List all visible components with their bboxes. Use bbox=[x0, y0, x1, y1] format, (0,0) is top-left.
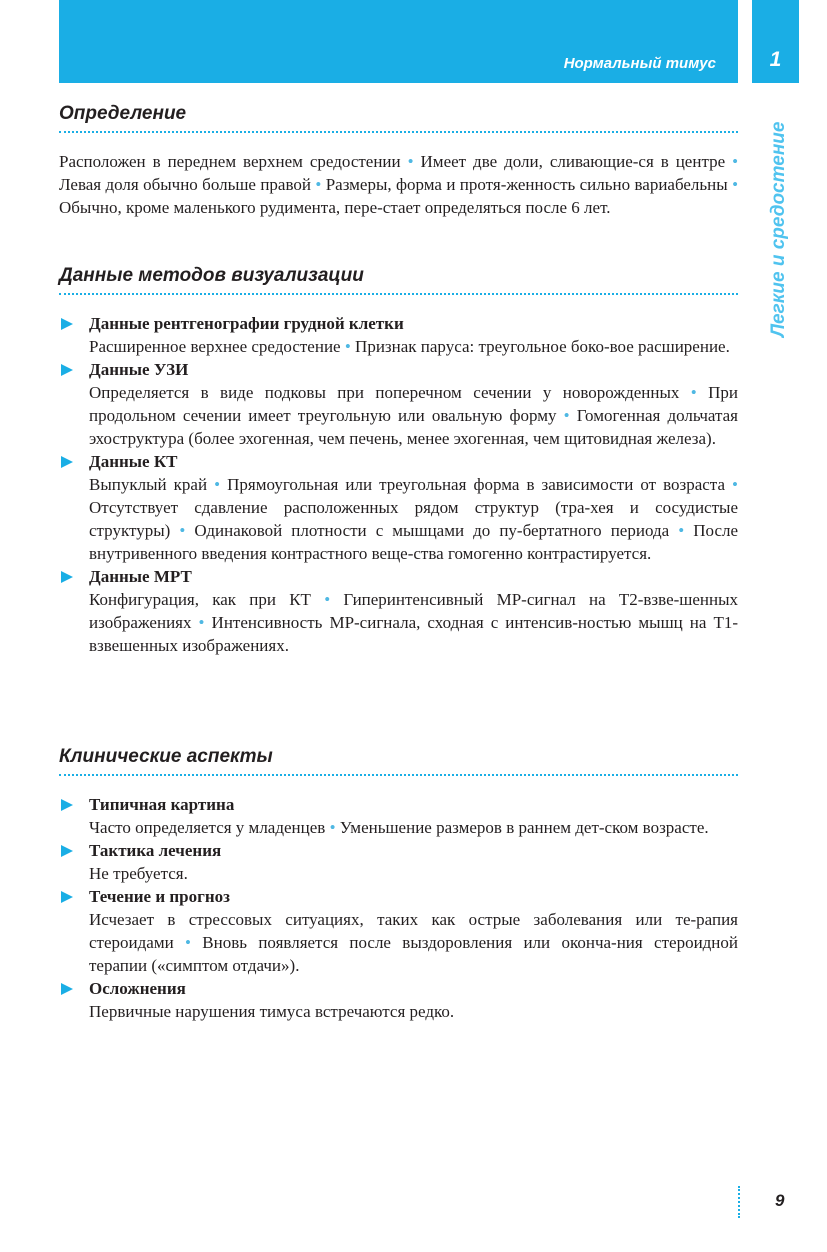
list-item-title: Типичная картина bbox=[89, 795, 235, 814]
running-title: Нормальный тимус bbox=[563, 55, 716, 72]
list-item-text bbox=[89, 862, 738, 885]
triangle-bullet-icon bbox=[61, 456, 73, 468]
chapter-tab bbox=[752, 0, 799, 83]
header-band bbox=[59, 0, 738, 83]
text-fragment: Обычно, кроме маленького рудимента, пере-стает определяться после 6 лет. bbox=[59, 198, 611, 217]
list-item bbox=[59, 793, 738, 839]
bullet-separator: • bbox=[329, 818, 336, 837]
list-item-title: Данные МРТ bbox=[89, 567, 192, 586]
triangle-bullet-icon bbox=[61, 845, 73, 857]
list-item-text bbox=[89, 908, 738, 977]
bullet-separator: • bbox=[344, 337, 351, 356]
text-fragment: Часто определяется у младенцев bbox=[89, 818, 326, 837]
text-fragment: Признак паруса: треугольное боко-вое расширение. bbox=[355, 337, 730, 356]
list-item-text bbox=[89, 816, 738, 839]
bullet-separator: • bbox=[324, 590, 331, 609]
text-fragment: Расположен в переднем верхнем средостении bbox=[59, 152, 401, 171]
imaging-list bbox=[59, 312, 738, 657]
bullet-separator: • bbox=[214, 475, 221, 494]
text-fragment: Выпуклый край bbox=[89, 475, 208, 494]
chapter-number: 1 bbox=[769, 48, 782, 71]
list-item-title: Течение и прогноз bbox=[89, 887, 230, 906]
list-item bbox=[59, 358, 738, 450]
section-heading-imaging: Данные методов визуализации bbox=[59, 265, 738, 295]
list-item bbox=[59, 977, 738, 1023]
text-fragment: Левая доля обычно больше правой bbox=[59, 175, 311, 194]
text-fragment: Размеры, форма и протя-женность сильно вариабельны bbox=[325, 175, 728, 194]
bullet-separator: • bbox=[198, 613, 205, 632]
bullet-separator: • bbox=[179, 521, 186, 540]
triangle-bullet-icon bbox=[61, 364, 73, 376]
triangle-bullet-icon bbox=[61, 571, 73, 583]
list-item-text bbox=[89, 473, 738, 565]
list-item-text bbox=[89, 1000, 738, 1023]
list-item bbox=[59, 839, 738, 885]
list-item-title: Тактика лечения bbox=[89, 841, 222, 860]
triangle-bullet-icon bbox=[61, 891, 73, 903]
footer-divider bbox=[738, 1186, 740, 1218]
list-item-text bbox=[89, 588, 738, 657]
bullet-separator: • bbox=[690, 383, 697, 402]
text-fragment: Расширенное верхнее средостение bbox=[89, 337, 341, 356]
text-fragment: Исчезает в стрессовых ситуациях, таких как острые заболевания или те-рапия стероидами bbox=[89, 910, 738, 952]
list-item bbox=[59, 450, 738, 565]
list-item bbox=[59, 312, 738, 358]
text-fragment: Гиперинтенсивный МР-сигнал на Т2-взве-шенных изображениях bbox=[89, 590, 739, 632]
side-section-label: Легкие и средостение bbox=[768, 121, 789, 337]
list-item-text bbox=[89, 335, 738, 358]
text-fragment: Гомогенная дольчатая эхоструктура (более эхогенная, чем печень, менее эхогенная, чем щитовидная железа). bbox=[89, 406, 738, 448]
text-fragment: После внутривенного введения контрастного веще-ства гомогенно контрастируется. bbox=[89, 521, 739, 563]
list-item bbox=[59, 885, 738, 977]
list-item bbox=[59, 565, 738, 657]
text-fragment: Вновь появляется после выздоровления или оконча-ния стероидной терапии («симптом отдачи»). bbox=[89, 933, 739, 975]
bullet-separator: • bbox=[315, 175, 322, 194]
triangle-bullet-icon bbox=[61, 799, 73, 811]
bullet-separator: • bbox=[678, 521, 685, 540]
text-fragment: Одинаковой плотности с мышцами до пу-бертатного периода bbox=[194, 521, 670, 540]
clinical-list bbox=[59, 793, 738, 1023]
triangle-bullet-icon bbox=[61, 983, 73, 995]
text-fragment: Имеет две доли, сливающие-ся в центре bbox=[420, 152, 726, 171]
section-heading-definition: Определение bbox=[59, 103, 738, 133]
triangle-bullet-icon bbox=[61, 318, 73, 330]
bullet-separator: • bbox=[732, 175, 739, 194]
text-fragment: Не требуется. bbox=[89, 864, 188, 883]
definition-paragraph bbox=[59, 150, 738, 219]
bullet-separator: • bbox=[407, 152, 414, 171]
bullet-separator: • bbox=[185, 933, 191, 952]
list-item-title: Данные КТ bbox=[89, 452, 178, 471]
section-heading-clinical: Клинические аспекты bbox=[59, 746, 738, 776]
bullet-separator: • bbox=[732, 475, 738, 494]
list-item-title: Данные рентгенографии грудной клетки bbox=[89, 314, 404, 333]
text-fragment: При продольном сечении имеет треугольную или овальную форму bbox=[89, 383, 739, 425]
text-fragment: Конфигурация, как при КТ bbox=[89, 590, 311, 609]
text-fragment: Определяется в виде подковы при поперечном сечении у новорожденных bbox=[89, 383, 680, 402]
text-fragment: Интенсивность МР-сигнала, сходная с интенсив-ностью мышц на Т1-взвешенных изображениях. bbox=[89, 613, 739, 655]
text-fragment: Уменьшение размеров в раннем дет-ском возрасте. bbox=[339, 818, 709, 837]
bullet-separator: • bbox=[732, 152, 739, 171]
bullet-separator: • bbox=[563, 406, 570, 425]
text-fragment: Отсутствует сдавление расположенных рядом структур (тра-хея и сосудистые структуры) bbox=[89, 498, 738, 540]
list-item-title: Данные УЗИ bbox=[89, 360, 189, 379]
page-number: 9 bbox=[775, 1191, 785, 1210]
list-item-text bbox=[89, 381, 738, 450]
text-fragment: Первичные нарушения тимуса встречаются редко. bbox=[89, 1002, 455, 1021]
text-fragment: Прямоугольная или треугольная форма в зависимости от возраста bbox=[227, 475, 725, 494]
list-item-title: Осложнения bbox=[89, 979, 186, 998]
